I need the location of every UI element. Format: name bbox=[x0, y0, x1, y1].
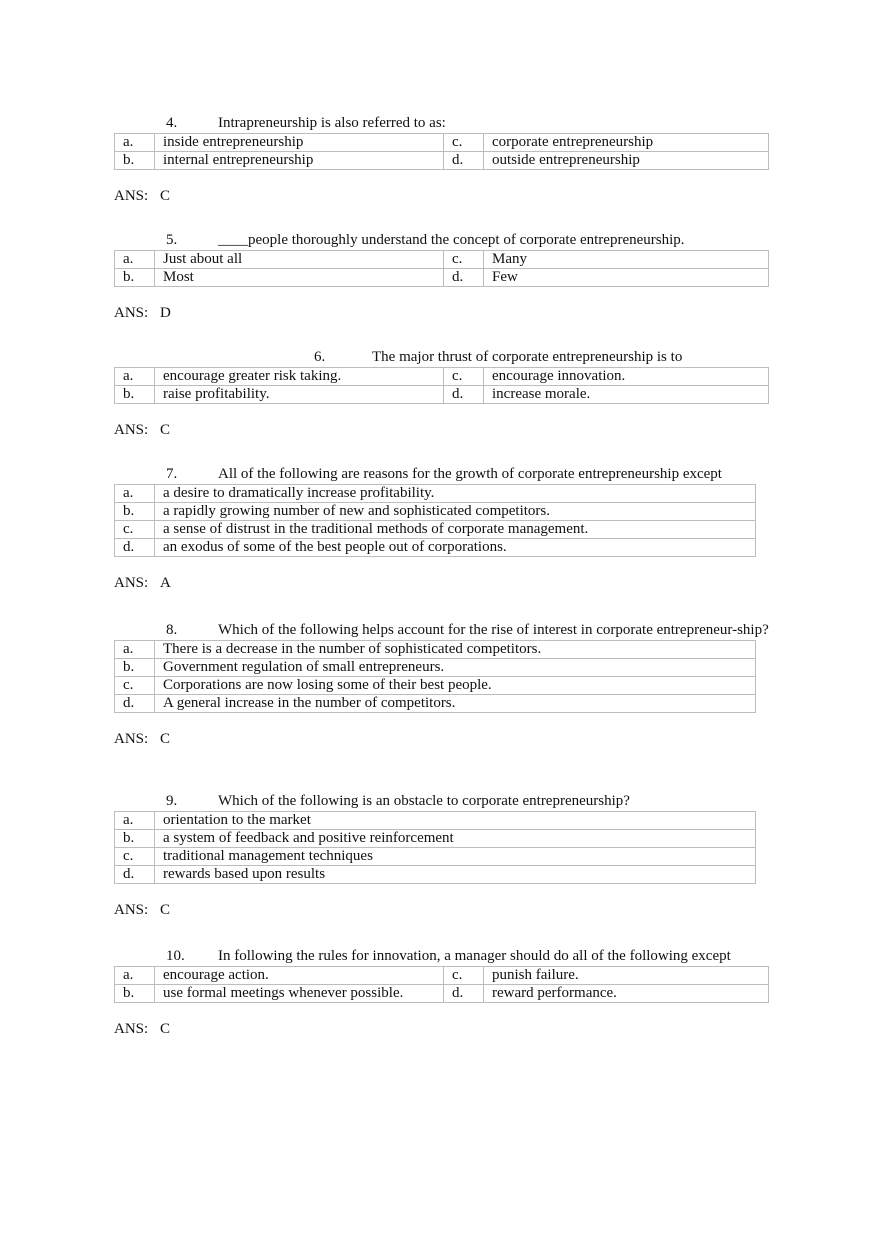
option-letter: b. bbox=[115, 503, 155, 521]
answer-line bbox=[114, 1020, 769, 1038]
option-text: Corporations are now losing some of their best people. bbox=[155, 677, 756, 695]
options-row bbox=[115, 269, 769, 287]
options-row bbox=[115, 539, 756, 557]
options-row bbox=[115, 659, 756, 677]
option-text: encourage greater risk taking. bbox=[155, 368, 444, 386]
question-7 bbox=[114, 465, 756, 592]
option-text: reward performance. bbox=[484, 985, 769, 1003]
question-number: 5. bbox=[166, 232, 178, 248]
option-letter: b. bbox=[115, 386, 155, 404]
question-stem bbox=[114, 465, 756, 483]
option-text: orientation to the market bbox=[155, 812, 756, 830]
option-letter: c. bbox=[444, 251, 484, 269]
option-text: outside entrepreneurship bbox=[484, 152, 769, 170]
question-number: 6. bbox=[314, 349, 326, 365]
option-letter: c. bbox=[115, 848, 155, 866]
option-text: Few bbox=[484, 269, 769, 287]
option-letter: c. bbox=[444, 368, 484, 386]
answer-label: ANS: bbox=[114, 902, 149, 918]
options-table bbox=[114, 133, 769, 170]
answer-line bbox=[114, 421, 769, 439]
option-letter: c. bbox=[444, 967, 484, 985]
question-text: Intrapreneurship is also referred to as: bbox=[218, 115, 446, 131]
option-text: corporate entrepreneurship bbox=[484, 134, 769, 152]
question-stem bbox=[114, 348, 769, 366]
option-letter: c. bbox=[115, 521, 155, 539]
option-text: A general increase in the number of competitors. bbox=[155, 695, 756, 713]
question-stem bbox=[114, 621, 772, 639]
option-letter: b. bbox=[115, 269, 155, 287]
option-text: a desire to dramatically increase profitability. bbox=[155, 485, 756, 503]
options-row bbox=[115, 985, 769, 1003]
options-table bbox=[114, 640, 756, 713]
answer-label: ANS: bbox=[114, 188, 149, 204]
answer-value: C bbox=[160, 188, 171, 204]
options-table bbox=[114, 966, 769, 1003]
option-letter: c. bbox=[115, 677, 155, 695]
answer-label: ANS: bbox=[114, 422, 149, 438]
option-letter: a. bbox=[115, 251, 155, 269]
option-letter: a. bbox=[115, 368, 155, 386]
options-row bbox=[115, 830, 756, 848]
question-5 bbox=[114, 231, 769, 322]
question-number: 9. bbox=[166, 793, 178, 809]
option-text: an exodus of some of the best people out of corporations. bbox=[155, 539, 756, 557]
options-row bbox=[115, 386, 769, 404]
answer-value: A bbox=[160, 575, 171, 591]
question-text: All of the following are reasons for the growth of corporate entrepreneurship except bbox=[218, 466, 722, 482]
options-row bbox=[115, 134, 769, 152]
question-text: ____people thoroughly understand the concept of corporate entrepreneurship. bbox=[218, 232, 685, 248]
question-number: 10. bbox=[166, 948, 185, 964]
option-text: inside entrepreneurship bbox=[155, 134, 444, 152]
option-letter: a. bbox=[115, 967, 155, 985]
option-text: Most bbox=[155, 269, 444, 287]
option-letter: d. bbox=[115, 539, 155, 557]
question-stem bbox=[114, 231, 769, 249]
options-row bbox=[115, 848, 756, 866]
options-row bbox=[115, 521, 756, 539]
option-text: a rapidly growing number of new and sophisticated competitors. bbox=[155, 503, 756, 521]
answer-value: D bbox=[160, 305, 171, 321]
option-text: Government regulation of small entrepreneurs. bbox=[155, 659, 756, 677]
answer-line bbox=[114, 901, 756, 919]
option-text: There is a decrease in the number of sophisticated competitors. bbox=[155, 641, 756, 659]
options-row bbox=[115, 677, 756, 695]
question-4 bbox=[114, 114, 769, 205]
answer-value: C bbox=[160, 902, 171, 918]
options-row bbox=[115, 152, 769, 170]
option-text: rewards based upon results bbox=[155, 866, 756, 884]
option-letter: b. bbox=[115, 152, 155, 170]
option-text: traditional management techniques bbox=[155, 848, 756, 866]
question-10 bbox=[114, 947, 769, 1038]
option-text: Many bbox=[484, 251, 769, 269]
option-letter: d. bbox=[444, 269, 484, 287]
option-letter: a. bbox=[115, 641, 155, 659]
answer-line bbox=[114, 574, 756, 592]
option-text: a sense of distrust in the traditional methods of corporate management. bbox=[155, 521, 756, 539]
answer-label: ANS: bbox=[114, 305, 149, 321]
options-table bbox=[114, 367, 769, 404]
option-text: encourage action. bbox=[155, 967, 444, 985]
options-row bbox=[115, 485, 756, 503]
answer-label: ANS: bbox=[114, 1021, 149, 1037]
option-text: raise profitability. bbox=[155, 386, 444, 404]
options-row bbox=[115, 368, 769, 386]
options-row bbox=[115, 866, 756, 884]
options-row bbox=[115, 812, 756, 830]
answer-label: ANS: bbox=[114, 575, 149, 591]
option-text: encourage innovation. bbox=[484, 368, 769, 386]
answer-line bbox=[114, 730, 772, 748]
option-letter: d. bbox=[115, 695, 155, 713]
options-row bbox=[115, 967, 769, 985]
question-6 bbox=[114, 348, 769, 439]
option-letter: b. bbox=[115, 659, 155, 677]
question-9 bbox=[114, 792, 756, 919]
question-text: The major thrust of corporate entrepreneurship is to bbox=[372, 349, 683, 365]
options-row bbox=[115, 503, 756, 521]
question-text: In following the rules for innovation, a manager should do all of the following except bbox=[218, 948, 731, 964]
answer-label: ANS: bbox=[114, 731, 149, 747]
option-text: a system of feedback and positive reinforcement bbox=[155, 830, 756, 848]
answer-line bbox=[114, 187, 769, 205]
options-table bbox=[114, 484, 756, 557]
options-row bbox=[115, 695, 756, 713]
question-text: Which of the following is an obstacle to corporate entrepreneurship? bbox=[218, 793, 630, 809]
option-letter: d. bbox=[444, 985, 484, 1003]
question-number: 8. bbox=[166, 622, 178, 638]
option-text: Just about all bbox=[155, 251, 444, 269]
question-stem bbox=[114, 114, 769, 132]
option-letter: d. bbox=[444, 152, 484, 170]
option-letter: d. bbox=[115, 866, 155, 884]
option-letter: c. bbox=[444, 134, 484, 152]
option-text: punish failure. bbox=[484, 967, 769, 985]
option-letter: d. bbox=[444, 386, 484, 404]
option-letter: a. bbox=[115, 134, 155, 152]
answer-value: C bbox=[160, 422, 171, 438]
option-letter: b. bbox=[115, 830, 155, 848]
options-row bbox=[115, 641, 756, 659]
answer-value: C bbox=[160, 1021, 171, 1037]
option-text: use formal meetings whenever possible. bbox=[155, 985, 444, 1003]
option-letter: b. bbox=[115, 985, 155, 1003]
question-stem bbox=[114, 792, 756, 810]
question-number: 4. bbox=[166, 115, 178, 131]
option-letter: a. bbox=[115, 485, 155, 503]
question-number: 7. bbox=[166, 466, 178, 482]
option-text: increase morale. bbox=[484, 386, 769, 404]
option-letter: a. bbox=[115, 812, 155, 830]
question-stem bbox=[114, 947, 769, 965]
options-table bbox=[114, 811, 756, 884]
question-8 bbox=[114, 621, 772, 748]
question-text: Which of the following helps account for the rise of interest in corporate entrepreneur-ship? bbox=[218, 622, 769, 638]
answer-line bbox=[114, 304, 769, 322]
option-text: internal entrepreneurship bbox=[155, 152, 444, 170]
options-row bbox=[115, 251, 769, 269]
answer-value: C bbox=[160, 731, 171, 747]
options-table bbox=[114, 250, 769, 287]
